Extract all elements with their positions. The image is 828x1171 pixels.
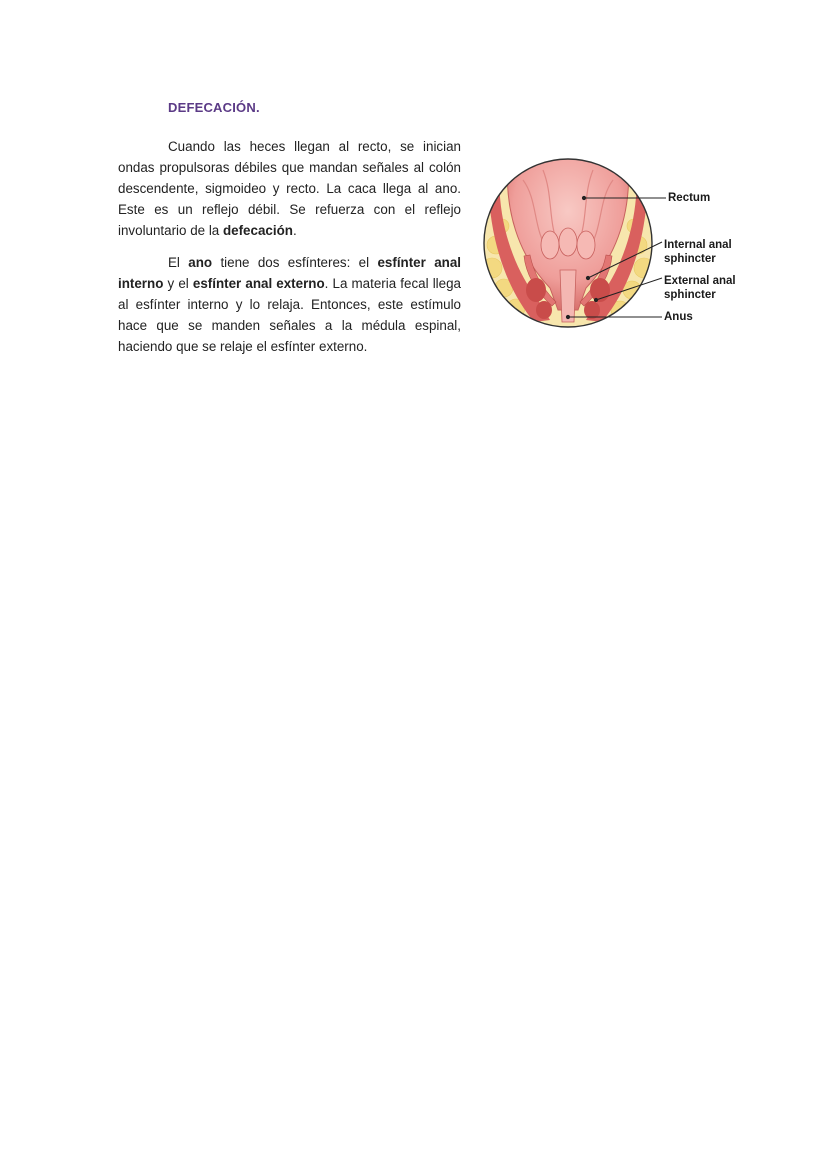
label-external-line2: sphincter xyxy=(664,289,716,301)
label-external-anal-sphincter xyxy=(664,274,736,302)
paragraph-2 xyxy=(118,252,461,357)
paragraph-2-text-a: El xyxy=(168,255,189,270)
label-internal-anal-sphincter xyxy=(664,238,732,266)
paragraph-2-text-c: y el xyxy=(163,276,193,291)
paragraph-1-text-b: . xyxy=(292,223,297,238)
page-title: DEFECACIÓN. xyxy=(168,100,260,115)
label-anus: Anus xyxy=(664,311,693,323)
label-external-line1: External anal xyxy=(664,275,736,287)
paragraph-2-text-b: tiene dos esfínteres: el xyxy=(212,255,378,270)
anal-canal xyxy=(560,270,576,322)
paragraph-1-text-a: Cuando las heces llegan al recto, se inician ondas propulsoras débiles que mandan señales al colón descendente, sigmoideo y recto. La caca llega al ano. Este es un reflejo débil. Se refuerza con el reflejo involuntario de la xyxy=(118,139,461,238)
paragraph-2-text-d: . La materia fecal llega al esfínter interno y lo relaja. Entonces, este estímulo hace que se manden señales a la médula espinal, haciendo que se relaje el esfínter externo. xyxy=(118,276,461,354)
label-internal-line2: sphincter xyxy=(664,253,716,265)
label-internal-line1: Internal anal xyxy=(664,239,732,251)
term-ano: ano xyxy=(188,255,213,270)
label-rectum: Rectum xyxy=(668,192,711,204)
term-defecacion: defecación xyxy=(222,223,293,238)
anatomy-figure xyxy=(478,150,758,335)
term-esfinter-externo: esfínter anal externo xyxy=(192,276,325,291)
body-text xyxy=(118,136,461,368)
term-esfinter-interno: esfínter anal interno xyxy=(118,255,461,291)
paragraph-1 xyxy=(118,136,461,241)
